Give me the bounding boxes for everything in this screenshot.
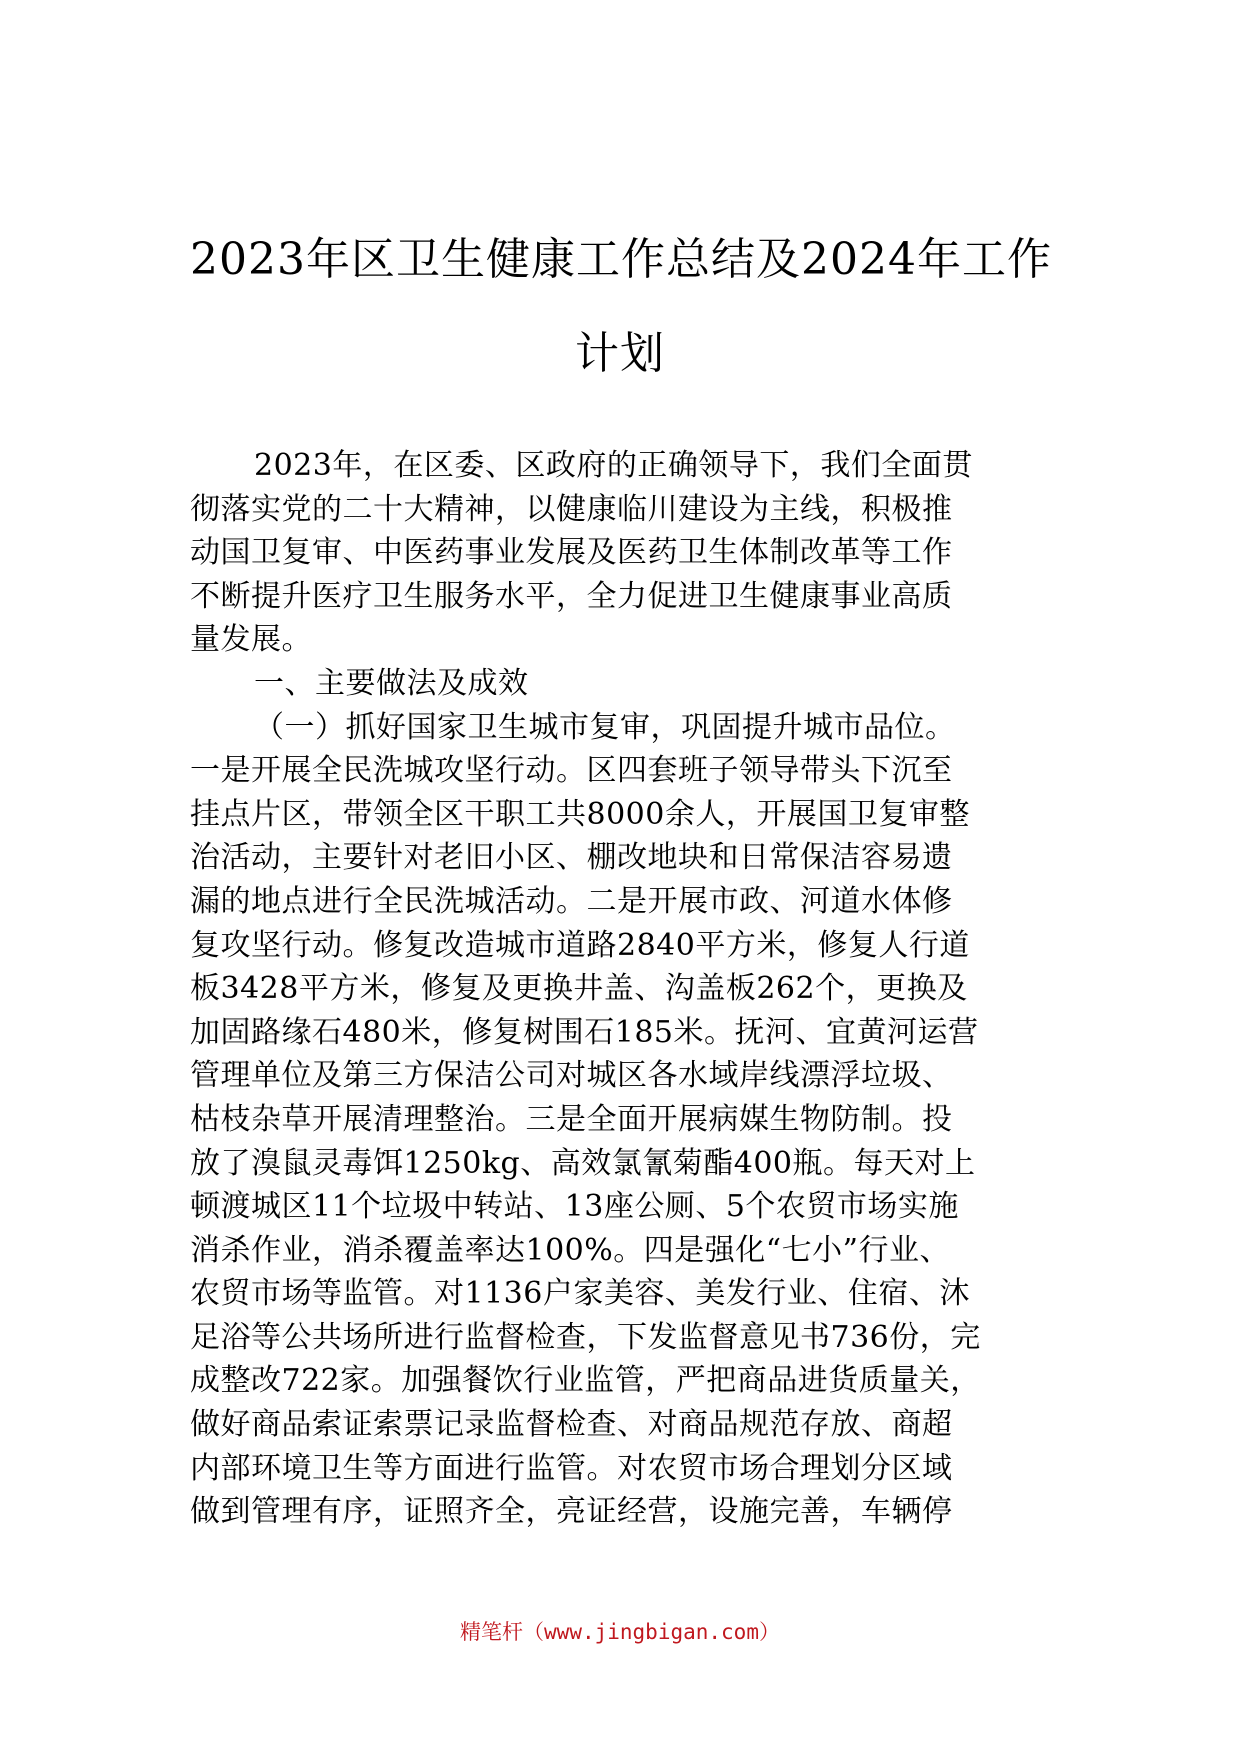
paragraph-line: 内部环境卫生等方面进行监管。对农贸市场合理划分区域 (190, 1450, 953, 1486)
section-heading: 一、主要做法及成效 (254, 665, 529, 701)
paragraph-line: 枯枝杂草开展清理整治。三是全面开展病媒生物防制。投 (190, 1101, 953, 1137)
document-title-line-2: 计划 (575, 328, 665, 379)
paragraph-line: 量发展。 (190, 622, 312, 658)
paragraph-line: 复攻坚行动。修复改造城市道路2840平方米，修复人行道 (190, 927, 970, 963)
paragraph-line: 顿渡城区11个垃圾中转站、13座公厕、5个农贸市场实施 (190, 1189, 959, 1225)
paragraph-line: 农贸市场等监管。对1136户家美容、美发行业、住宿、沐 (190, 1276, 970, 1312)
paragraph-line: 做到管理有序，证照齐全，亮证经营，设施完善，车辆停 (190, 1494, 953, 1530)
paragraph-line: 不断提升医疗卫生服务水平，全力促进卫生健康事业高质 (190, 578, 953, 614)
paragraph-line: 加固路缘石480米，修复树围石185米。抚河、宜黄河运营 (190, 1014, 979, 1050)
paragraph-line: 动国卫复审、中医药事业发展及医药卫生体制改革等工作 (190, 535, 953, 571)
paragraph-line: 2023年，在区委、区政府的正确领导下，我们全面贯 (254, 448, 973, 483)
paragraph-line: 成整改722家。加强餐饮行业监管，严把商品进货质量关， (190, 1363, 981, 1399)
paragraph-line: 治活动，主要针对老旧小区、棚改地块和日常保洁容易遗 (190, 840, 953, 876)
paragraph-line: 彻落实党的二十大精神，以健康临川建设为主线，积极推 (190, 491, 953, 527)
paragraph-line: 放了溴鼠灵毒饵1250kg、高效氯氰菊酯400瓶。每天对上 (190, 1145, 976, 1181)
paragraph-line: 足浴等公共场所进行监督检查，下发监督意见书736份，完 (190, 1319, 981, 1355)
paragraph-line: 做好商品索证索票记录监督检查、对商品规范存放、商超 (190, 1407, 953, 1443)
footer-watermark: 精笔杆（www.jingbigan.com） (460, 1620, 780, 1644)
paragraph-line: 一是开展全民洗城攻坚行动。区四套班子领导带头下沉至 (190, 753, 953, 789)
paragraph-line: 消杀作业，消杀覆盖率达100%。四是强化“七小”行业、 (190, 1232, 950, 1268)
subsection-heading: （一）抓好国家卫生城市复审，巩固提升城市品位。 (254, 709, 956, 745)
paragraph-line: 管理单位及第三方保洁公司对城区各水域岸线漂浮垃圾、 (190, 1058, 953, 1094)
document-body (190, 444, 1060, 1534)
paragraph-line: 板3428平方米，修复及更换井盖、沟盖板262个，更换及 (190, 971, 968, 1007)
document-title-line-1: 2023年区卫生健康工作总结及2024年工作 (190, 234, 1052, 285)
paragraph-line: 挂点片区，带领全区干职工共8000余人，开展国卫复审整 (190, 796, 970, 832)
paragraph-line: 漏的地点进行全民洗城活动。二是开展市政、河道水体修 (190, 883, 953, 919)
